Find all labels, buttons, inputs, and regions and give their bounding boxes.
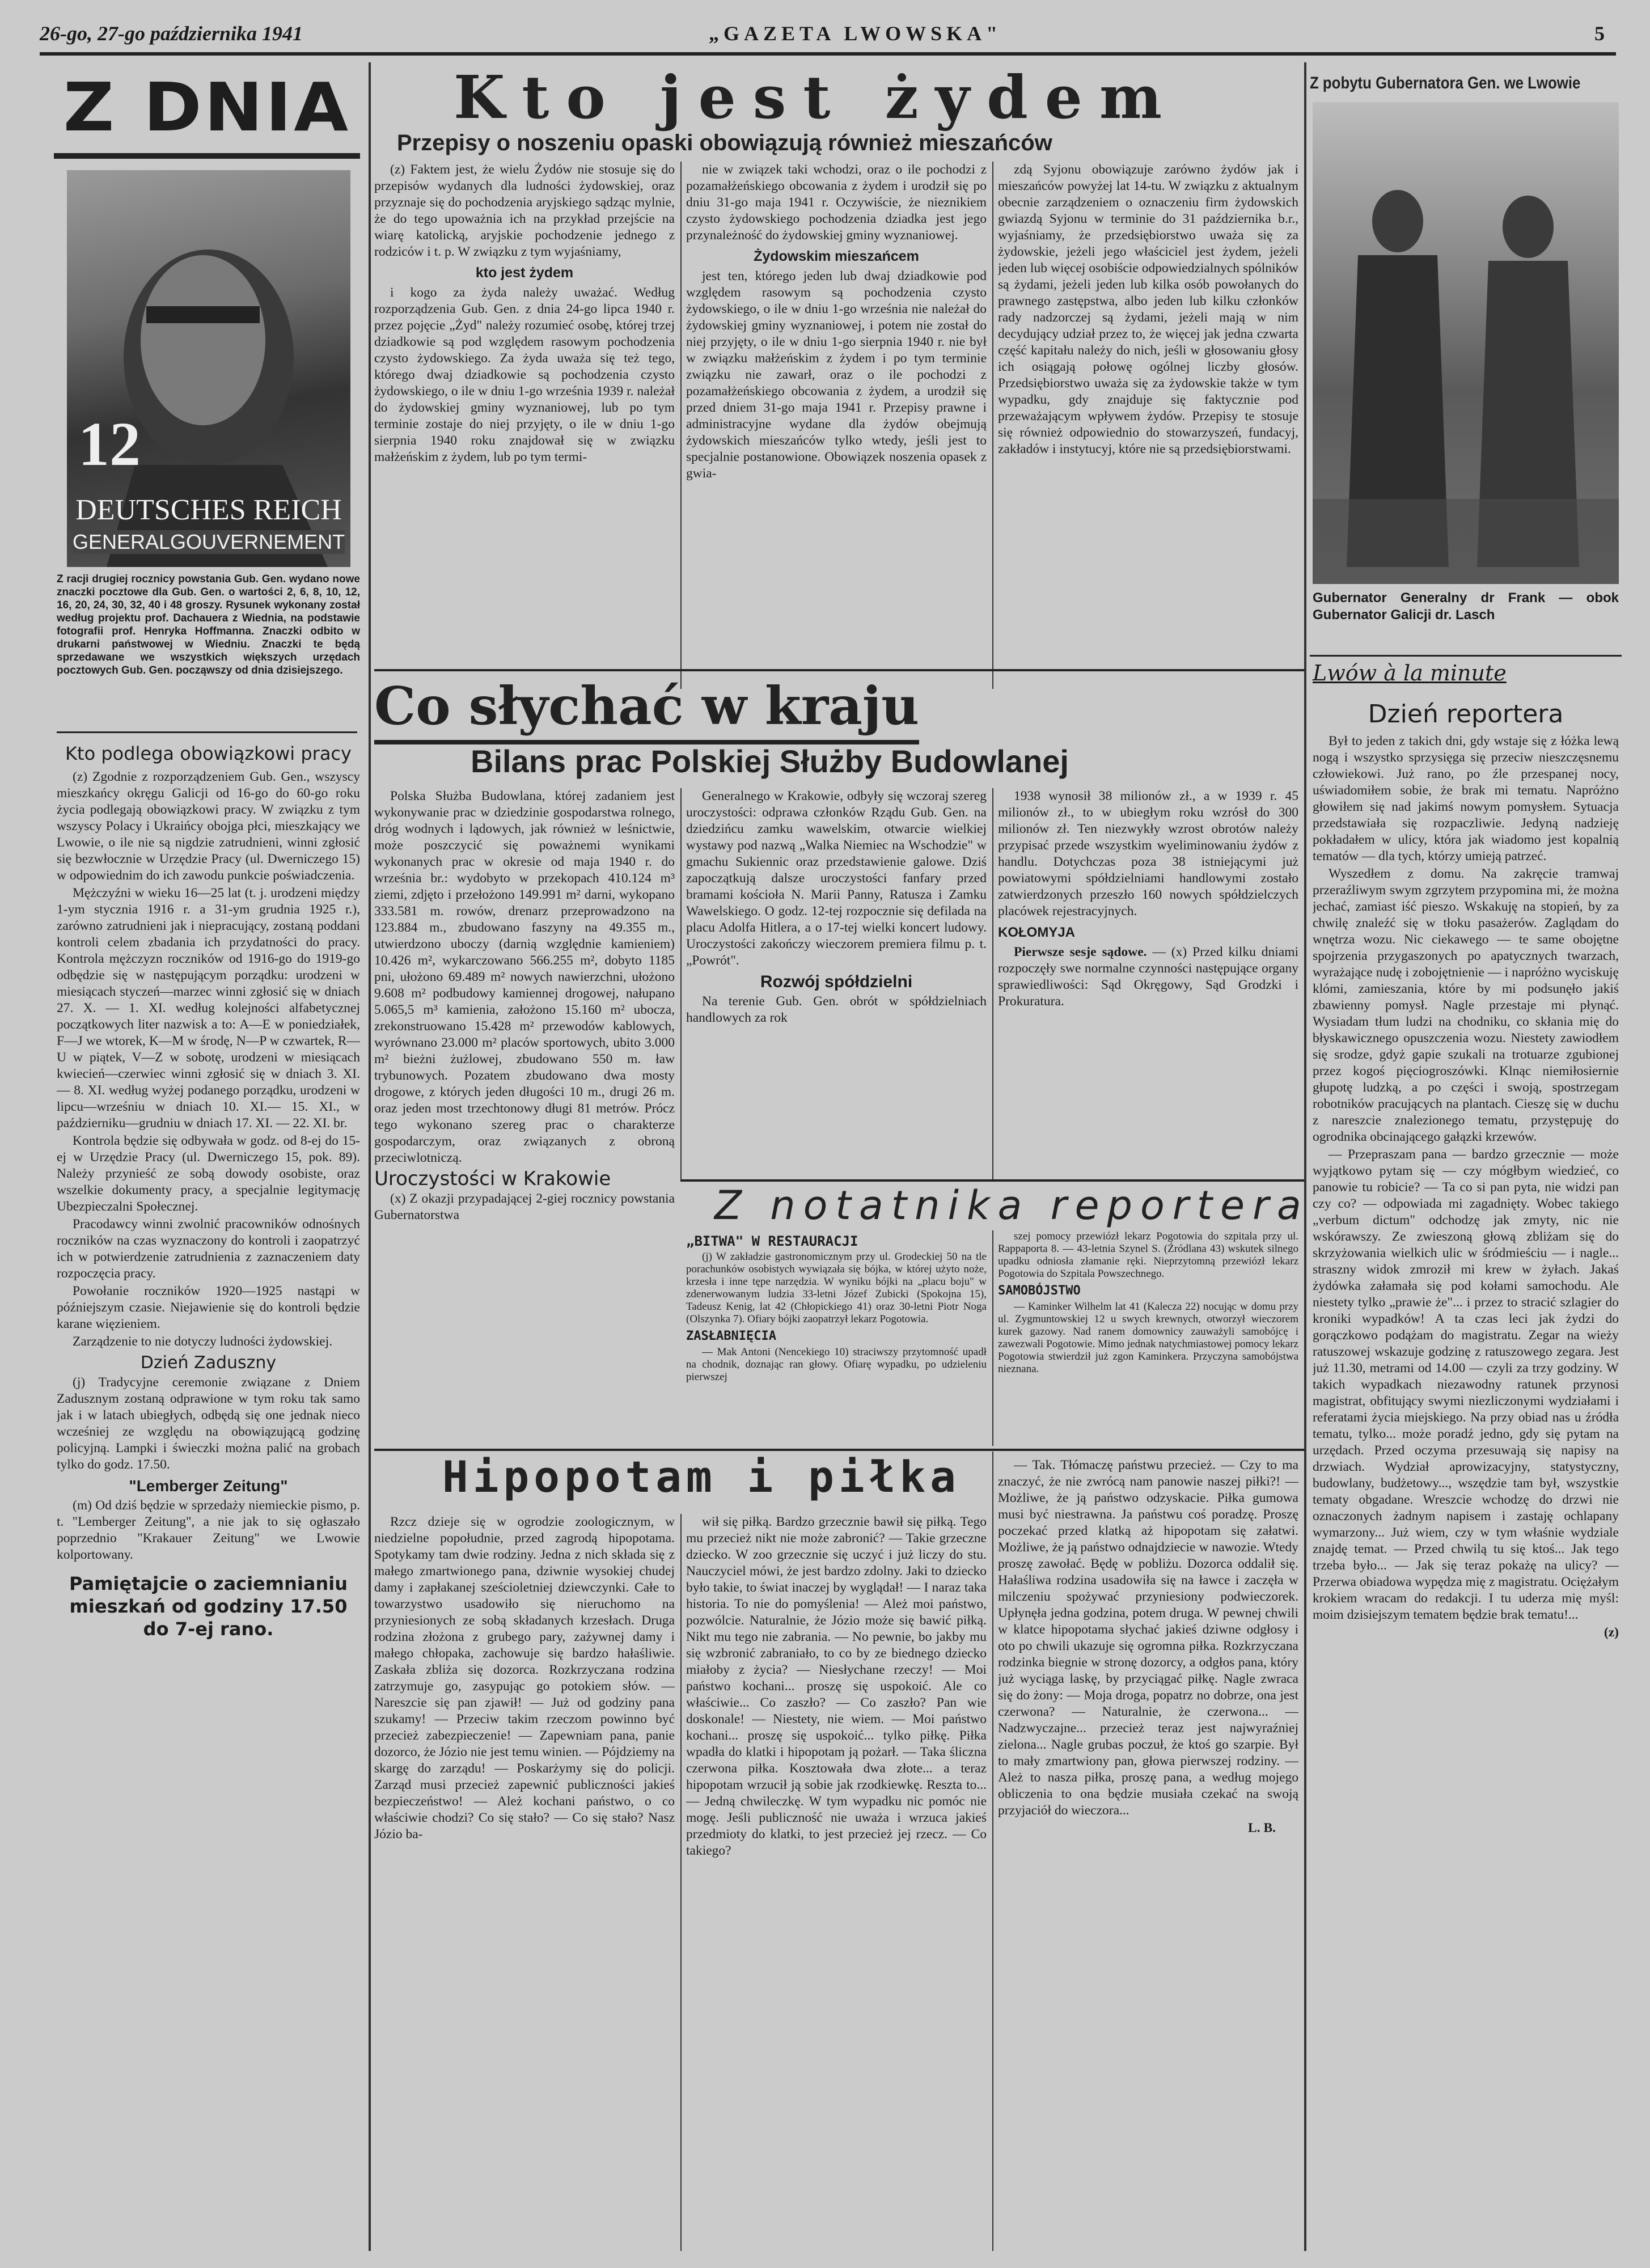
column-divider (992, 788, 993, 1179)
column-divider (369, 62, 371, 2251)
paragraph: Kontrola będzie się odbywała w godz. od 8-ej do 15-ej w Urzędzie Pracy (ul. Dwerniczego 15, pok. 89). Należy przynieść ze sobą dowody osobiste, oraz wszelkie dokumenty pracy, a specjalnie legitymację Ubezpieczalni Społecznej. (57, 1133, 360, 1214)
stamp-value: 12 (78, 409, 141, 479)
section-rule (374, 1449, 1304, 1451)
paragraph: Rzcz dzieje się w ogrodzie zoologicznym, w niedzielne popołudnie, przed zagrodą hipopotama. Spotykamy tam dwie rodziny. Jedna z nich składa się z małego zmartwionego pana, dziwnie wysokiej chudej damy i zapłakanej sześcioletniej dziewczynki. Całe to towarzystwo usadowiło się nieruchomo na przyniesionych ze sobą składanych krzesłach. Druga rodzina złożona z grubego pary, zażywnej damy i małego chłopaka, zachowuje się bardzo hałaśliwie. Zaskała zbliża się dozorca. Rozkrzyczana rodzina zatrzymuje go, zasypując go potokiem słów. — Nareszcie się pan zjawił! — Już od godziny pana szukamy! — Przeciw takim rzeczom powinno być przecież zabezpieczenie! — Zapewniam pana, panie dozorco, że Józio nie jest temu winien. — Pójdziemy na skargę do zarządu! — Poskarżymy się do policji. Zarząd musi przecież zapewnić publiczności jakieś bezpieczeństwo! — Ależ kochani państwo, o co właściwie chodzi? Co się stało? — Co się stało? Nasz Józio ba- (374, 1514, 675, 1842)
paragraph: Na terenie Gub. Gen. obrót w spółdzielniach handlowych za rok (686, 994, 987, 1025)
blackout-notice: Pamiętajcie o zaciemnianiu mieszkań od godziny 17.50 do 7-ej rano. (69, 1573, 348, 1640)
paragraph: i kogo za żyda należy uważać. Według rozporządzenia Gub. Gen. z dnia 24-go lipca 1940 r. przez pojęcie „Żyd" należy rozumieć osobę, której trzej dziadkowie są pod względem rasowym pochodzenia czysto żydowskiego. Za żyda uważa się też tego, którego dwaj dziadkowie są pochodzenia czysto żydowskiego, o ile w dniu 1-go września 1939 r. należał do żydowskiej gminy wyznaniowej, lub po tym terminie zostaje do niej przyjęty, o ile w dniu 1-go sierpnia 1940 roku znajdował się w związku małżeńskim z żydem, lub po tym termi- (374, 285, 675, 464)
paragraph: (x) Z okazji przypadającej 2-giej rocznicy powstania Gubernatorstwa (374, 1191, 675, 1222)
rubric-lwow: Lwów à la minute (1313, 661, 1507, 686)
z-dnia-logo-text: Z DNIA (63, 68, 351, 146)
paragraph: Zarządzenie to nie dotyczy ludności żydowskiej. (73, 1334, 333, 1349)
heading-obowiazek-pracy: Kto podlega obowiązkowi pracy (65, 743, 352, 764)
paragraph: — Tak. Tłómaczę państwu przecież. — Czy to ma znaczyć, że nie zwrócą nam panowie naszej piłki?! — Możliwe, że ją państwo odzyskacie. Piłka gumowa musi być niestrawna. Ja państwu coś poradzę. Proszę poczekać przed klatką aż hipopotam się załatwi. Możliwe, że ją państwo odnajdziecie w nawozie. Wtedy proszę zawołać. Będę w pobliżu. Dozorca oddalił się. Hałaśliwa rodzina usadowiła się na ławce i zaczęła w milczeniu spożywać przyniesiony podwieczorek. Upłynęła jedna godzina, potem druga. W pewnej chwili w klatce hipopotama słychać jakieś dziwne odgłosy i oto po chwili ukazuje się ogromna piłka. Rozkrzyczana rodzinka biegnie w stronę dozorcy, a odgłos pana, który już wyciąga laskę, by przyciągać piłkę. Nagle zwraca się do żony: — Moja droga, popatrz no dobrze, ona jest czerwona? — Naturalnie, że czerwona... — Nadzwyczajne... przecież teraz jest najwyraźniej zielona... Nagle grubas poczuł, że ktoś go szarpie. Był to mały zmartwiony pan, głowa pierwszej rodziny. — Ależ to nasza piłka, proszę pana, a według mojego obliczenia to ona będzie musiała czekać na swoją przyjaciół do wieczora... (998, 1458, 1298, 1818)
subhead-opaski: Przepisy o noszeniu opaski obowiązują również mieszańców (397, 130, 1052, 155)
page-number: 5 (1594, 22, 1605, 45)
heading-pobyt-gubernatora: Z pobytu Gubernatora Gen. we Lwowie (1310, 74, 1581, 92)
left-col-rule (57, 731, 357, 733)
right-column (1313, 695, 1619, 2254)
paragraph: (z) Zgodnie z rozporządzeniem Gub. Gen., wszyscy mieszkańcy okręgu Galicji od 16-go do 60-go roku życia podlegają obowiązkowi pracy. W związku z tym wszyscy Polacy i Ukraińcy obojga płci, mieszkający we Lwowie, o ile nie są nigdzie zatrudnieni, winni zgłosić się bezwłocznie w Urzędzie Pracy (ul. Dwerniczego 15) w odpowiednim do ich zawodu punkcie poświadczenia. (57, 769, 360, 883)
newspaper-name: „GAZETA LWOWSKA" (709, 22, 1002, 45)
issue-date: 26-go, 27-go października 1941 (40, 22, 303, 45)
subhead-mieszaniec: Żydowskim mieszańcem (754, 248, 919, 264)
paragraph: Powołanie roczników 1920—1925 nastąpi w późniejszym czasie. Niejawienie się do kontroli będzie karane więzieniem. (57, 1284, 360, 1331)
subhead-uroczystosci: Uroczystości w Krakowie (374, 1167, 611, 1190)
subhead-kto-jest-zydem: kto jest żydem (475, 265, 574, 281)
masthead-rule (40, 52, 1616, 56)
section-rule (374, 669, 1304, 671)
paragraph: Pracodawcy winni zwolnić pracowników odnośnych roczników na czas wyznaczony do kontroli i zaopatrzyć ich w potwierdzenie zatrudnienia z zaznaczeniem daty rozpoczęcia pracy. (57, 1217, 360, 1281)
hipo-col-1 (374, 1514, 675, 2251)
headline-notatnik: Z notatnika reportera (714, 1182, 1309, 1229)
z-dnia-logo (54, 68, 360, 159)
stamp-country: DEUTSCHES REICH (75, 494, 342, 526)
paragraph-text: — (x) Przed kilku dniami rozpoczęły swe normalne czynności następujące organy sprawiedliwości: Sąd Okręgowy, Sąd Grodzki i Prokuratura. (998, 945, 1298, 1009)
paragraph: szej pomocy przewiózł lekarz Pogotowia do szpitala przy ul. Rappaporta 8. — 43-letnia Szynel S. (Źródlana 43) wskutek silnego upadku odniosła złamanie ręki. Nieprzytomną przewiózł lekarz Pogotowia do Szpitala Powszechnego. (998, 1230, 1298, 1280)
postage-stamp-image (67, 170, 350, 567)
subhead-kolomyja: KOŁOMYJA (998, 925, 1076, 940)
jew-col-1 (374, 162, 675, 689)
jew-col-3 (998, 162, 1298, 689)
subhead-bilans: Bilans prac Polskiej Służby Budowlanej (471, 743, 1069, 779)
paragraph: Polska Służba Budowlana, której zadaniem jest wykonywanie prac w dziedzinie gospodarstwa rolnego, dróg wodnych i lądowych, jak również w leśnictwie, może poszczycić się poważnemi wynikami wykonanych prac w okresie od maja 1940 r. do września br.: wydobyto w przekopach 410.124 m³ ziemi, zdjęto i przełożono 149.991 m² darni, wykopano 333.581 m. rowów, drenarz przeprowadzono na 123.884 m., zbudowano faszyny na 49.355 m., utwierdzono uboczy (darnią względnie kamieniem) 10.426 m², wykarczowano 566.255 m², dobyto 1185 pni, ułożono 69.489 m² nowych nawierzchni, ułożono 9.608 m² podbudowy kamiennej drogowej, nałupano 5.065,5 m³ kamienia, założono 15.160 m² ubocza, zrekonstruowano 15.428 m² przewodów kablowych, wyrównano 23.000 m² placów sportowych, ubito 3.000 m² bieżni żużlowej, zbudowano 550 m. ław trybunowych. Pozatem zbudowano dwa mosty drogowe, z których jeden długości 10 m., drugi 26 m. oraz jeden most trzechtonowy długi 81 metrów. Prócz tego wykonano szereg prac o charakterze gospodarczym, oraz związanych z obroną przeciwlotniczą. (374, 789, 675, 1165)
photo-figures-icon (1313, 102, 1619, 584)
notatnik-col-2 (998, 1230, 1298, 1446)
column-divider (680, 1514, 682, 2251)
left-column (57, 737, 360, 2257)
column-divider (680, 162, 682, 689)
column-divider (992, 162, 993, 689)
photo-caption-frank: Gubernator Generalny dr Frank — obok Gubernator Galicji dr. Lasch (1313, 590, 1619, 623)
paragraph: jest ten, którego jeden lub dwaj dziadkowie pod względem rasowym są pochodzenia czysto żydowskiego, o ile w dniu 1-go września nie należał do żydowskiej gminy wyznaniowej, i potem nie został do niej przyjęty, o ile w dniu 1-go sierpnia 1940 r. nie był w związku małżeńskim z żydem i po tym terminie związku nie zawarł, oraz o ile pochodzi z pozamałżeńskiego obcowania z żydem, a urodził się przed dniem 31-go maja 1941 r. Przepisy prawne i administracyjne wydane dla żydów obejmują żydowskich mieszańców tylko wtedy, jeśli jest to specjalnie postanowione. Obowiązek noszenia opasek z gwia- (686, 269, 987, 481)
paragraph: Wyszedłem z domu. Na zakręcie tramwaj przeraźliwym swym zgrzytem przypomina mi, że można jechać, zamiast iść pieszo. Wskakuję na stopień, by za chwilę znaleźć się w tłoku pasażerów. Zaglądam do wnętrza wozu. Nic ciekawego — te same obojętne spojrzenia przygaszonych po apatycznych twarzach, wyrażające nudę i zobojętnienie — i napróżno wyciskuję klómi, zamieszania, które by mi podsunęło jakiś zbawienny pomysł. Nagle przestaje mi płynąć. Wysiadam tłum ludzi na chodniku, co skłania mię do błyskawicznego opuszczenia wozu. Niestety zawiodłem się srodze, gdyż gapie szukali na trotuarze zgubionej przez kogoś pięciogroszówki. Klnąc niemiłosiernie głupotę ludzką, a po części i swoją, spostrzegam robotników pracujących na plantach. Cieszę się w duchu z nareszcie znalezionego tematu, przystępuję do ogrodnika obcinającego gałązki krzewów. (1313, 866, 1619, 1144)
subhead-samobojstwo: SAMOBÓJSTWO (998, 1284, 1081, 1298)
paragraph: — Przepraszam pana — bardzo grzecznie — może wyjątkowo pytam się — czy mógłbym wiedzieć, co panowie tu robicie? — Ta co si pan pyta, nie widzi pan czy co? — odpowiada mi zagadnięty. Wobec takiego „verbum dictum" odchodzę jak zmyty, nic nie wskórawszy. Ze zwieszoną głową zbliżam się do skrzyżowania wielkich ulic w śródmieściu — i nagle... straszny widok zmroził mi krew w żyłach. Jakaś żydówka załamała się pod kołami samochodu. Ale niestety tylko „prawie że"... i przez to stracić szlagier do kroniki wypadków! A ta czas leci jak żydzi do gorączkowo podążam do magistratu. Zegar na wieży ratuszowej wskazuje godzinę z ratuszowego zegara. Jest już 11.30, metrami od 14.00 — czyli za trzy godziny. W takich wypadkach niezawodny ratunek przynosi magistrat, obfitujący swymi niezliczonymi wydziałami i referatami życia miejskiego. Na przy obiad nas u źródła tematu, tylko... może poradź jedno, gdy się pytam na urzędach. Przed oczyma przesuwają się napisy na drzwiach. Wydział aprowizacyjny, statystyczny, budowlany, budżetowy..., wszędzie tam był, wszystkie tematy obgadane. Wreszcie wchodzę do drzwi nie oznaczonych żadnym napisem i zastaję ochlapany wymarzony... Już wiem, czy w tym właśnie wydziale znajdę temat. — Przed chwilą tu się ktoś... Jak tego trzeba było... — Jak się teraz pokażę na ulicy? — Przerwa obiadowa wypędza mię z magistratu. Ociężałym krokiem wracam do redakcji. I tu uderza mię myśl: moim dzisiejszym tematem będzie brak tematu!... (1313, 1147, 1619, 1622)
paragraph: Generalnego w Krakowie, odbyły się wczoraj szereg uroczystości: odprawa członków Rządu Gub. Gen. na dziedzińcu zamku wawelskim, otwarcie wielkiej wystawy pod nazwą „Walka Niemiec na Wschodzie" w gmachu Sukiennic oraz przedstawienie galowe. Dziś zapoczątkują dalsze uroczystości fanfary przed bramami kościoła N. Marii Panny, Ratusza i Zamku Wawelskiego. O godz. 12-tej rozpocznie się defilada na placu Adolfa Hitlera, a o 17-tej wielki koncert ludowy. Uroczystości zakończy wieczorem premiera filmu p. t. „Powrót". (686, 789, 987, 968)
kraj-col-1 (374, 788, 675, 1361)
paragraph: (j) W zakładzie gastronomicznym przy ul. Grodeckiej 50 na tle porachunków osobistych wywiązała się bójka, w której użyto noże, krzesła i inne tępe narzędzia. W wyniku bójki na „placu boju" w zdenerwowanym ludzia 33-letni Józef Zubicki (Spokojna 15), Tadeusz Kenig, lat 42 (Chłopickiego 41) oraz 30-letni Piotr Noga (Olszynka 7). Ofiary bójki zaopatrzył lekarz Pogotowia. (686, 1251, 987, 1325)
paragraph: nie w związek taki wchodzi, oraz o ile pochodzi z pozamałżeńskiego obcowania z żydem i urodził się po dniu 31-go maja 1941 r. Oczywiście, że nieznikiem czysto żydowskiego pochodzenia dziadka jest jego przynależność do żydowskiej gminy wyznaniowej. (686, 162, 987, 243)
kraj-col-3 (998, 788, 1298, 1179)
headline-hipopotam: Hipopotam i piłka (442, 1452, 961, 1502)
subhead-sesje-sadowe: Pierwsze sesje sądowe. (1014, 945, 1147, 959)
headline-kto-jest-zydem: Kto jest żydem (454, 62, 1179, 132)
paragraph: (j) Tradycyjne ceremonie związane z Dniem Zadusznym zostaną odprawione w tym roku tak samo jak i w latach ubiegłych, odbędą się one jednak nieco wcześniej ze względu na obowiązującą godzinę policyjną. Lampki i świeczki można palić na grobach tylko do godz. 17.50. (57, 1375, 360, 1472)
paragraph (998, 944, 1298, 1010)
signature: (z) (1604, 1625, 1619, 1640)
hipo-col-2 (686, 1514, 987, 2251)
kraj-col-2 (686, 788, 987, 1179)
paragraph: — Kaminker Wilhelm lat 41 (Kalecza 22) nocując w domu przy ul. Zygmuntowskiej 12 u swych krewnych, otworzył wieczorem kurek gazowy. Nad ranem domownicy zauważyli samobójcę i zawezwali Pogotowie. Mimo jednak natychmiastowej pomocy lekarz Pogotowia stwierdził już zgon Kaminkera. Przyczyna samobójstwa nieznana. (998, 1301, 1298, 1375)
running-head (40, 17, 1616, 51)
signature: L. B. (1248, 1821, 1276, 1835)
photo-governor-visit (1313, 102, 1619, 584)
column-divider (680, 788, 682, 1179)
paragraph: (z) Faktem jest, że wielu Żydów nie stosuje się do przepisów wydanych dla ludności żydowskiej, oraz przyznaje się do pochodzenia aryjskiego sądząc mylnie, że do tego upoważnia ich na przykład przejście na wiarę katolicką, aryjskie pochodzenie jednego z rodziców i t. p. W związku z tym wyjaśniamy, (374, 162, 675, 259)
column-divider (1304, 62, 1306, 2251)
hipo-col-3 (998, 1457, 1298, 2251)
paragraph: — Mak Antoni (Nencekiego 10) straciwszy przytomność upadł na chodnik, doznając ran głowy. Ofiarę wypadku, po udzieleniu pierwszej (686, 1346, 987, 1383)
subhead-spoldzielnie: Rozwój spółdzielni (760, 972, 913, 991)
column-divider (992, 1230, 993, 1446)
paragraph: Był to jeden z takich dni, gdy wstaje się z łóżka lewą nogą i wszystko sprzysięga się przeciw nieszczęsnemu człowiekowi. Już rano, po źle przespanej nocy, uświadomiłem sobie, że brak mi tematu. Napróżno głowiłem się nad jakimś nowym pomysłem. Sytuacja przedstawiała się rozpaczliwie. Jedyną nadzieję pokładałem w ulicy, która jak wiadomo jest kopalnią tematów — dla tych, którzy umieją patrzeć. (1313, 734, 1619, 864)
paragraph: wił się piłką. Bardzo grzecznie bawił się piłką. Tego mu przecież nikt nie może zabronić? — Takie grzeczne dziecko. W zoo grzecznie się uczyć i już liczy do stu. Nauczyciel mówi, że jest bardzo zdolny. Jaki to dziecko było takie, to świat inaczej by wyglądał! — I naraz taka historia. To nie do pomyślenia! — Ależ moi państwo, pozwólcie. Naturalnie, że Józio może się bawić piłką. Nikt mu tego nie zabrania. — No pewnie, bo jakby mu się wzbronić zabraniało, to co by ze biednego dziecko miałoby z życia? — Niesłychane rzeczy! — Moi państwo kochani... proszę się uspokoić. Ale co właściwie... Co zaszło? — Co zaszło? Pan wie doskonale! — Niestety, nie wiem. — Moi państwo kochani... proszę się uspokoić... tylko piłkę. Piłka wpadła do klatki i hipopotam ją pożarł. — Taka śliczna czerwona piłka. Kosztowała dwa złote... a teraz hipopotam wrzucił ją sobie jak rzodkiewkę. Reszta to... — Jedną chwileczkę. W tym wypadku nic pomóc nie mogę. Jeśli publiczność nie uważa i wrzuca jakieś przedmioty do klatki, to jest przecież jej rzecz. — Co takiego? (686, 1514, 987, 1858)
jew-col-2 (686, 162, 987, 689)
stamp-caption: Z racji drugiej rocznicy powstania Gub. Gen. wydano nowe znaczki pocztowe dla Gub. Gen. o wartości 2, 6, 8, 10, 12, 16, 20, 24, 30, 32, 40 i 48 groszy. Rysunek wykonany został według projektu prof. Dachauera z Wiednia, na podstawie fotografii prof. Henryka Hoffmanna. Znaczki odbito w drukarni państwowej w Wiedniu. Znaczki te będą sprzedawane we wszystkich większych urzędach pocztowych Gub. Gen. począwszy od dnia dzisiejszego. (57, 573, 360, 676)
headline-co-slychac: Co słychać w kraju (374, 672, 919, 744)
paragraph: 1938 wynosił 38 milionów zł., a w 1939 r. 45 milionów zł., to w ubiegłym roku wzrósł do 300 milionów zł. Ten niezwykły wzrost obrotów należy przypisać przede wszystkim wyeliminowaniu żydów z handlu. Dotychczas poza 38 istniejącymi już powiatowymi spółdzielniami handlowymi zostało zatwierdzonych przeszło 160 nowych spółdzielczych placówek rejestracyjnych. (998, 789, 1298, 919)
notatnik-col-1 (686, 1230, 987, 1446)
right-col-rule (1310, 655, 1622, 657)
paragraph: zdą Syjonu obowiązuje zarówno żydów jak i mieszańców powyżej lat 14-tu. W związku z aktualnym obecnie zarządzeniem o oznaczeniu firm żydowskich gwiazdą Syjonu w terminie do 31 października b.r., wyjaśniamy, że przedsiębiorstwo uważa się za żydowskie, jeżeli jego właściciel jest żydem, jeżeli jeden lub więcej osobiście odpowiedzialnych spólników są żydami, jeżeli jeden lub kilka osób powołanych do prawnego zastępstwa, albo jeden lub kilku członków rady nadzorczej są żydami, jeżeli mają w nim decydujący udział przez to, że więcej jak jedna czwarta część kapitału należy do nich, jeśli w głosowaniu głosy ich osiągają połowę ogólnej liczby głosów. Przedsiębiorstwo uważa się za żydowskie także w tym wypadku, gdy znajduje się faktycznie pod przeważającym wpływem żydów. Przepisy te stosuje się również odpowiednio do stowarzyszeń, fundacyj, zakładów i instytucyj, które nie są przedsiębiorstwami. (998, 162, 1298, 456)
subhead-zaslabniecia: ZASŁABNIĘCIA (686, 1329, 776, 1343)
heading-dzien-zaduszny: Dzień Zaduszny (140, 1353, 277, 1373)
heading-lemberger-zeitung: "Lemberger Zeitung" (129, 1477, 288, 1495)
section-rule (680, 1179, 1304, 1182)
subhead-bitwa: „BITWA" W RESTAURACJI (686, 1233, 858, 1249)
column-divider (992, 1452, 993, 2251)
paragraph: Mężczyźni w wieku 16—25 lat (t. j. urodzeni między 1-ym stycznia 1916 r. a 31-ym grudnia 1925 r.), zarówno zatrudnieni jak i niepracujący, zostaną poddani kontroli celem zbadania ich przydatności do pracy. Kontrola mężczyzn roczników od 1916-go do 1919-go odbędzie się w następującym porządku: urodzeni w miesiącach styczeń—marzec winni zgłosić się w dniach 27. X. — 1. XI. według kolejności alfabetycznej początkowych liter nazwisk a to: A—E w poniedziałek, F—J we wtorek, K—M w środę, N—P w czwartek, R—U w piątek, V—Z w sobotę, urodzeni w miesiącach kwiecień—czerwiec winni zgłosić się w dniach 3. XI. — 8. XI. według wyżej podanego porządku, urodzeni w lipcu—wrześniu w dniach 10. XI.— 15. XI., w październiku—grudniu w dniach 17. XI. — 22. XI. br. (57, 886, 360, 1131)
heading-dzien-reportera: Dzień reportera (1368, 700, 1564, 729)
stamp-territory: GENERALGOUVERNEMENT (73, 530, 345, 553)
paragraph: (m) Od dziś będzie w sprzedaży niemieckie pismo, p. t. "Lemberger Zeitung", a nie jak to się ogłaszało poprzednio "Krakauer Zeitung" we Lwowie kolportowany. (57, 1498, 360, 1562)
